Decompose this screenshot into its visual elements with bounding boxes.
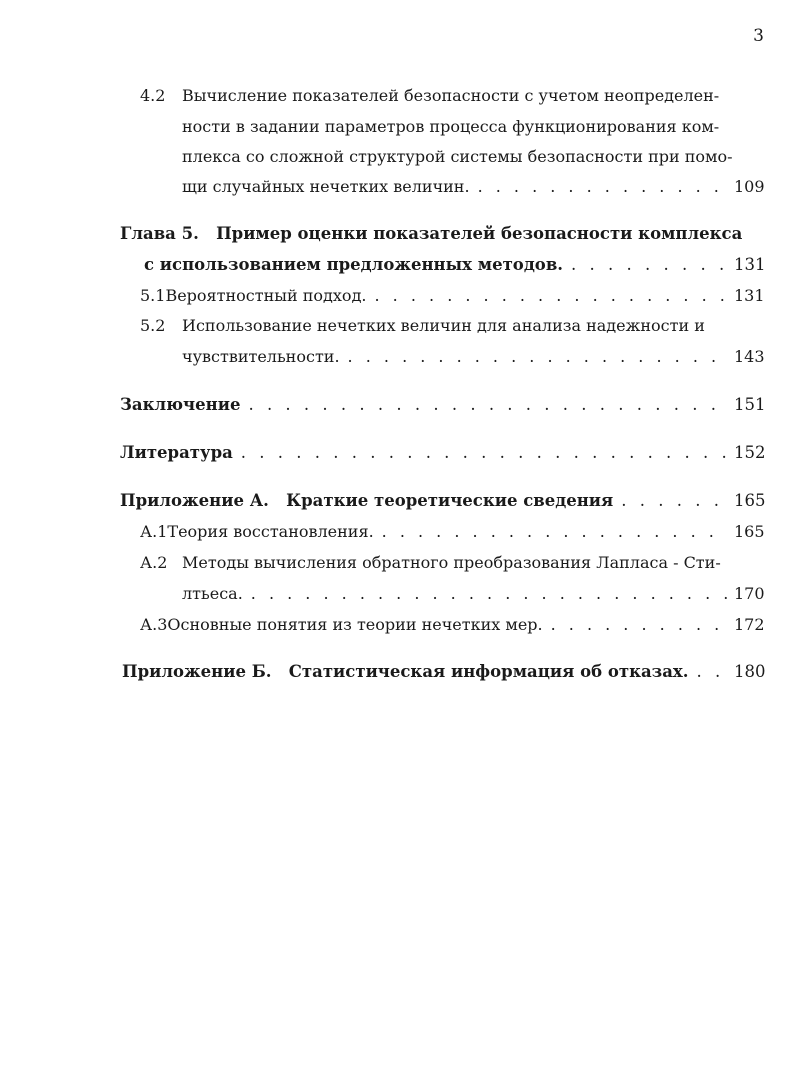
- entry-text: чувствительности.: [182, 347, 340, 366]
- chapter-title: Приложение А. Краткие теоретические сведения: [120, 491, 614, 510]
- entry-text: ности в задании параметров процесса функционирования ком-: [182, 117, 720, 136]
- dot-leader: [478, 177, 728, 197]
- page-ref: 172: [734, 615, 765, 634]
- page-ref: 165: [734, 522, 765, 541]
- page-ref: 109: [734, 177, 765, 196]
- dot-leader: [551, 615, 728, 635]
- toc-entry-a-3[interactable]: [140, 615, 764, 635]
- toc-entry-5-2-line1: [140, 316, 705, 336]
- toc-entry-4-2-line2: [182, 117, 719, 137]
- dot-leader: [571, 255, 728, 275]
- entry-text: Использование нечетких величин для анализа надежности и: [182, 316, 705, 335]
- entry-text: Основные понятия из теории нечетких мер.: [167, 615, 543, 634]
- dot-leader: [241, 443, 728, 463]
- chapter-title: Глава 5. Пример оценки показателей безопасности комплекса: [120, 224, 743, 243]
- entry-text: Теория восстановления.: [167, 522, 374, 541]
- page-ref: 151: [734, 395, 766, 414]
- entry-text: Методы вычисления обратного преобразования Лапласа - Сти-: [182, 553, 721, 572]
- chapter-title: с использованием предложенных методов.: [144, 255, 564, 274]
- section-number: А.2: [140, 553, 168, 572]
- dot-leader: [621, 491, 728, 511]
- page-ref: 165: [734, 491, 766, 510]
- toc-appendix-b[interactable]: [122, 662, 764, 682]
- toc-entry-5-1[interactable]: [140, 286, 764, 306]
- page-ref: 152: [734, 443, 766, 462]
- section-number: 5.2: [140, 316, 166, 335]
- chapter-title: Заключение: [120, 395, 241, 414]
- toc-entry-4-2-line4[interactable]: [182, 177, 764, 197]
- page-ref: 131: [734, 286, 765, 305]
- page-ref: 170: [734, 584, 765, 603]
- page-ref: 143: [734, 347, 765, 366]
- toc-entry-4-2-line3: [182, 147, 733, 167]
- dot-leader: [248, 395, 728, 415]
- page-ref: 180: [734, 662, 766, 681]
- toc-entry-5-2-line2[interactable]: [182, 347, 764, 367]
- section-number: 5.1: [140, 286, 166, 305]
- dot-leader: [382, 522, 728, 542]
- chapter-title: Приложение Б. Статистическая информация об отказах.: [122, 662, 689, 681]
- section-number: А.3: [140, 615, 168, 634]
- toc-literature[interactable]: [120, 443, 764, 463]
- toc-entry-a-1[interactable]: [140, 522, 764, 542]
- entry-text: щи случайных нечетких величин.: [182, 177, 470, 196]
- toc-entry-a-2-line2[interactable]: [182, 584, 764, 604]
- toc-entry-a-2-line1: [140, 553, 721, 573]
- page-number: 3: [753, 26, 764, 46]
- entry-text: Вероятностный подход.: [165, 286, 367, 305]
- entry-text: лтьеса.: [182, 584, 243, 603]
- toc-chapter-5-line1: [120, 224, 742, 244]
- section-number: А.1: [140, 522, 168, 541]
- entry-text: плекса со сложной структурой системы безопасности при помо-: [182, 147, 733, 166]
- dot-leader: [697, 662, 729, 682]
- toc-conclusion[interactable]: [120, 395, 764, 415]
- entry-text: Вычисление показателей безопасности с учетом неопределен-: [182, 86, 720, 105]
- dot-leader: [375, 286, 729, 306]
- toc-appendix-a[interactable]: [120, 491, 764, 511]
- toc-chapter-5-line2[interactable]: [144, 255, 764, 275]
- section-number: 4.2: [140, 86, 166, 105]
- dot-leader: [348, 347, 728, 367]
- dot-leader: [251, 584, 728, 604]
- page-ref: 131: [734, 255, 766, 274]
- toc-entry-4-2-line1: [140, 86, 719, 106]
- chapter-title: Литература: [120, 443, 233, 462]
